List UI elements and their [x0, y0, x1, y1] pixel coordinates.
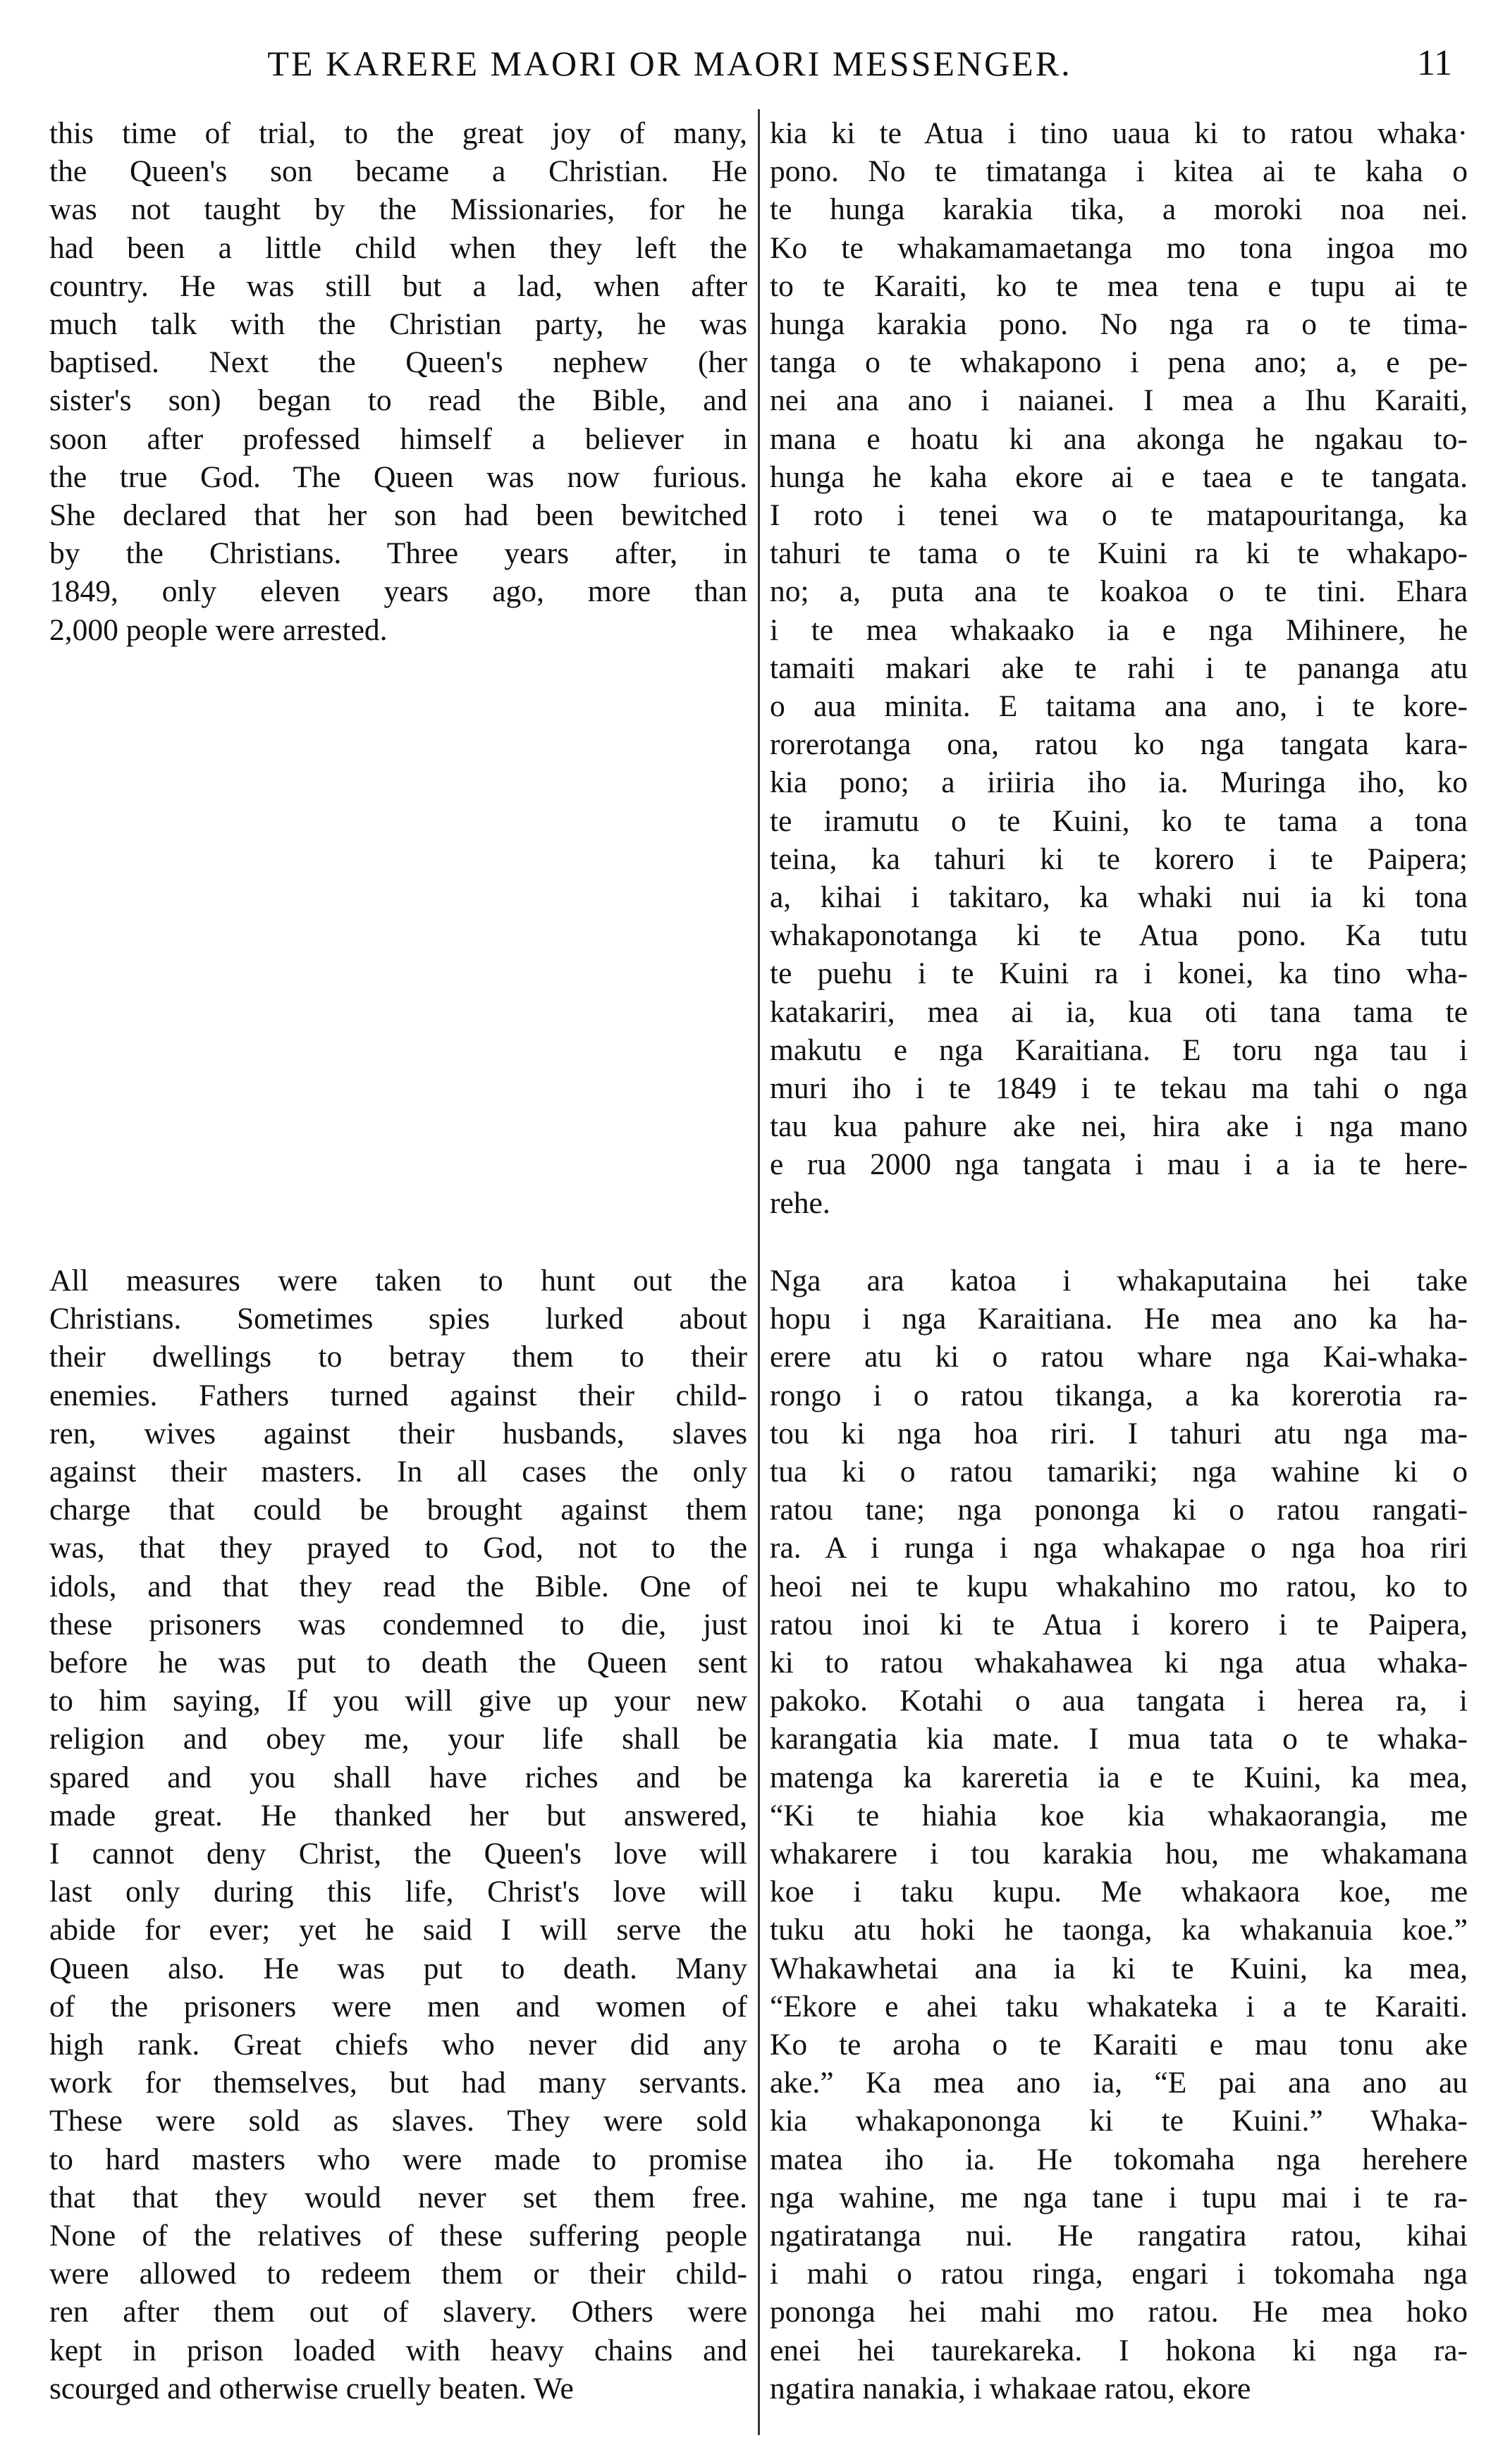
- text-line: this time of trial, to the great joy of many,: [49, 116, 747, 150]
- text-line: of the prisoners were men and women of: [49, 1989, 747, 2023]
- text-line: had been a little child when they left the: [49, 230, 747, 265]
- text-line: to hard masters who were made to promise: [49, 2142, 747, 2176]
- masthead-title: TE KARERE MAORI OR MAORI MESSENGER.: [267, 44, 1072, 83]
- text-line: kia pono; a iriiria iho ia. Muringa iho, ko: [770, 765, 1468, 800]
- text-line: te hunga karakia tika, a moroki noa nei.: [770, 192, 1468, 227]
- text-line: Ko te whakamamaetanga mo tona ingoa mo: [770, 230, 1468, 265]
- text-line: ake.” Ka mea ano ia, “E pai ana ano au: [770, 2066, 1468, 2100]
- text-line: Whakawhetai ana ia ki te Kuini, ka mea,: [770, 1951, 1468, 1985]
- text-line: was, that they prayed to God, not to the: [49, 1531, 747, 1565]
- text-line: Ko te aroha o te Karaiti e mau tonu ake: [770, 2028, 1468, 2062]
- english-paragraph-2: [49, 1262, 747, 2408]
- text-line: pononga hei mahi mo ratou. He mea hoko: [770, 2295, 1468, 2329]
- text-line: She declared that her son had been bewitched: [49, 498, 747, 533]
- text-line: I roto i tenei wa o te matapouritanga, ka: [770, 498, 1468, 533]
- text-line: pakoko. Kotahi o aua tangata i herea ra, i: [770, 1684, 1468, 1718]
- text-line: ratou inoi ki te Atua i korero i te Paipera,: [770, 1607, 1468, 1641]
- text-line: sister's son) began to read the Bible, and: [49, 383, 747, 418]
- text-line: nga wahine, me nga tane i tupu mai i te ra-: [770, 2180, 1468, 2214]
- text-line: teina, ka tahuri ki te korero i te Paipera;: [770, 842, 1468, 876]
- text-line: mana e hoatu ki ana akonga he ngakau to-: [770, 421, 1468, 456]
- text-line: rehe.: [770, 1185, 830, 1220]
- text-line: ngatira nanakia, i whakaae ratou, ekore: [770, 2371, 1251, 2406]
- text-line: kia whakapononga ki te Kuini.” Whaka-: [770, 2104, 1468, 2138]
- text-line: “Ekore e ahei taku whakateka i a te Karaiti.: [770, 1989, 1468, 2023]
- text-line: i te mea whakaako ia e nga Mihinere, he: [770, 612, 1468, 647]
- text-line: to him saying, If you will give up your new: [49, 1684, 747, 1718]
- page-number: 11: [1417, 43, 1453, 83]
- maori-paragraph-1: [770, 114, 1468, 1222]
- text-line: tanga o te whakapono i pena ano; a, e pe-: [770, 345, 1468, 380]
- text-line: ra. A i runga i nga whakapae o nga hoa riri: [770, 1531, 1468, 1565]
- text-line: kept in prison loaded with heavy chains and: [49, 2333, 747, 2367]
- text-line: tamaiti makari ake te rahi i te pananga atu: [770, 651, 1468, 685]
- text-line: rorerotanga ona, ratou ko nga tangata kara-: [770, 727, 1468, 762]
- text-line: 1849, only eleven years ago, more than: [49, 574, 747, 609]
- text-line: ratou tane; nga pononga ki o ratou rangati-: [770, 1493, 1468, 1527]
- text-line: hopu i nga Karaitiana. He mea ano ka ha-: [770, 1302, 1468, 1336]
- text-line: ngatiratanga nui. He rangatira ratou, kihai: [770, 2219, 1468, 2253]
- text-line: tahuri te tama o te Kuini ra ki te whakapo-: [770, 536, 1468, 571]
- text-line: enei hei taurekareka. I hokona ki nga ra-: [770, 2333, 1468, 2367]
- text-line: tou ki nga hoa riri. I tahuri atu nga ma-: [770, 1416, 1468, 1450]
- text-line: Christians. Sometimes spies lurked about: [49, 1302, 747, 1336]
- text-line: All measures were taken to hunt out the: [49, 1264, 747, 1298]
- text-line: that that they would never set them free.: [49, 2180, 747, 2214]
- text-line: e rua 2000 nga tangata i mau i a ia te here-: [770, 1147, 1468, 1182]
- text-line: before he was put to death the Queen sent: [49, 1646, 747, 1680]
- text-line: scourged and otherwise cruelly beaten. We: [49, 2371, 574, 2406]
- text-line: muri iho i te 1849 i te tekau ma tahi o nga: [770, 1071, 1468, 1106]
- text-line: were allowed to redeem them or their child-: [49, 2257, 747, 2291]
- text-line: te iramutu o te Kuini, ko te tama a tona: [770, 803, 1468, 838]
- text-line: high rank. Great chiefs who never did any: [49, 2028, 747, 2062]
- text-line: against their masters. In all cases the only: [49, 1455, 747, 1489]
- text-line: abide for ever; yet he said I will serve the: [49, 1913, 747, 1947]
- text-line: rongo i o ratou tikanga, a ka korerotia ra-: [770, 1378, 1468, 1412]
- text-line: ki to ratou whakahawea ki nga atua whaka-: [770, 1646, 1468, 1680]
- text-line: koe i taku kupu. Me whakaora koe, me: [770, 1875, 1468, 1909]
- text-line: i mahi o ratou ringa, engari i tokomaha nga: [770, 2257, 1468, 2291]
- text-line: makutu e nga Karaitiana. E toru nga tau i: [770, 1033, 1468, 1067]
- text-line: whakaponotanga ki te Atua pono. Ka tutu: [770, 918, 1468, 953]
- english-paragraph-1: [49, 114, 747, 649]
- text-line: ren after them out of slavery. Others were: [49, 2295, 747, 2329]
- column-divider: [758, 109, 760, 2435]
- text-line: kia ki te Atua i tino uaua ki to ratou whaka·: [770, 116, 1468, 150]
- text-line: a, kihai i takitaro, ka whaki nui ia ki tona: [770, 880, 1468, 915]
- text-line: no; a, puta ana te koakoa o te tini. Ehara: [770, 574, 1468, 609]
- text-line: te puehu i te Kuini ra i konei, ka tino wha-: [770, 956, 1468, 991]
- text-line: work for themselves, but had many servants.: [49, 2066, 747, 2100]
- text-line: hunga karakia pono. No nga ra o te tima-: [770, 307, 1468, 342]
- text-line: their dwellings to betray them to their: [49, 1340, 747, 1374]
- text-line: katakariri, mea ai ia, kua oti tana tama te: [770, 994, 1468, 1029]
- text-line: karangatia kia mate. I mua tata o te whaka-: [770, 1722, 1468, 1756]
- text-line: matea iho ia. He tokomaha nga herehere: [770, 2142, 1468, 2176]
- text-line: by the Christians. Three years after, in: [49, 536, 747, 571]
- text-line: spared and you shall have riches and be: [49, 1760, 747, 1794]
- text-line: last only during this life, Christ's love will: [49, 1875, 747, 1909]
- text-line: country. He was still but a lad, when after: [49, 269, 747, 303]
- text-line: enemies. Fathers turned against their child-: [49, 1378, 747, 1412]
- text-line: pono. No te timatanga i kitea ai te kaha o: [770, 154, 1468, 189]
- text-line: ren, wives against their husbands, slaves: [49, 1416, 747, 1450]
- text-line: whakarere i tou karakia hou, me whakamana: [770, 1837, 1468, 1871]
- text-line: tuku atu hoki he taonga, ka whakanuia koe.”: [770, 1913, 1468, 1947]
- text-line: hunga he kaha ekore ai e taea e te tangata.: [770, 460, 1468, 494]
- text-line: made great. He thanked her but answered,: [49, 1798, 747, 1832]
- text-line: Nga ara katoa i whakaputaina hei take: [770, 1264, 1468, 1298]
- text-line: nei ana ano i naianei. I mea a Ihu Karaiti,: [770, 383, 1468, 418]
- text-line: 2,000 people were arrested.: [49, 612, 388, 647]
- text-line: baptised. Next the Queen's nephew (her: [49, 345, 747, 380]
- text-line: to te Karaiti, ko te mea tena e tupu ai te: [770, 269, 1468, 303]
- text-line: o aua minita. E taitama ana ano, i te kore-: [770, 689, 1468, 724]
- text-line: religion and obey me, your life shall be: [49, 1722, 747, 1756]
- text-line: None of the relatives of these suffering people: [49, 2219, 747, 2253]
- text-line: the true God. The Queen was now furious.: [49, 460, 747, 494]
- text-line: tau kua pahure ake nei, hira ake i nga mano: [770, 1109, 1468, 1144]
- text-line: was not taught by the Missionaries, for he: [49, 192, 747, 227]
- text-line: “Ki te hiahia koe kia whakaorangia, me: [770, 1798, 1468, 1832]
- text-line: erere atu ki o ratou whare nga Kai-whaka-: [770, 1340, 1468, 1374]
- text-line: These were sold as slaves. They were sold: [49, 2104, 747, 2138]
- text-line: heoi nei te kupu whakahino mo ratou, ko to: [770, 1569, 1468, 1603]
- text-line: I cannot deny Christ, the Queen's love will: [49, 1837, 747, 1871]
- text-line: much talk with the Christian party, he was: [49, 307, 747, 342]
- text-line: these prisoners was condemned to die, just: [49, 1607, 747, 1641]
- text-line: charge that could be brought against them: [49, 1493, 747, 1527]
- text-line: soon after professed himself a believer in: [49, 421, 747, 456]
- text-line: matenga ka kareretia ia e te Kuini, ka mea,: [770, 1760, 1468, 1794]
- maori-paragraph-2: [770, 1262, 1468, 2408]
- text-line: tua ki o ratou tamariki; nga wahine ki o: [770, 1455, 1468, 1489]
- text-line: idols, and that they read the Bible. One of: [49, 1569, 747, 1603]
- text-line: Queen also. He was put to death. Many: [49, 1951, 747, 1985]
- text-line: the Queen's son became a Christian. He: [49, 154, 747, 189]
